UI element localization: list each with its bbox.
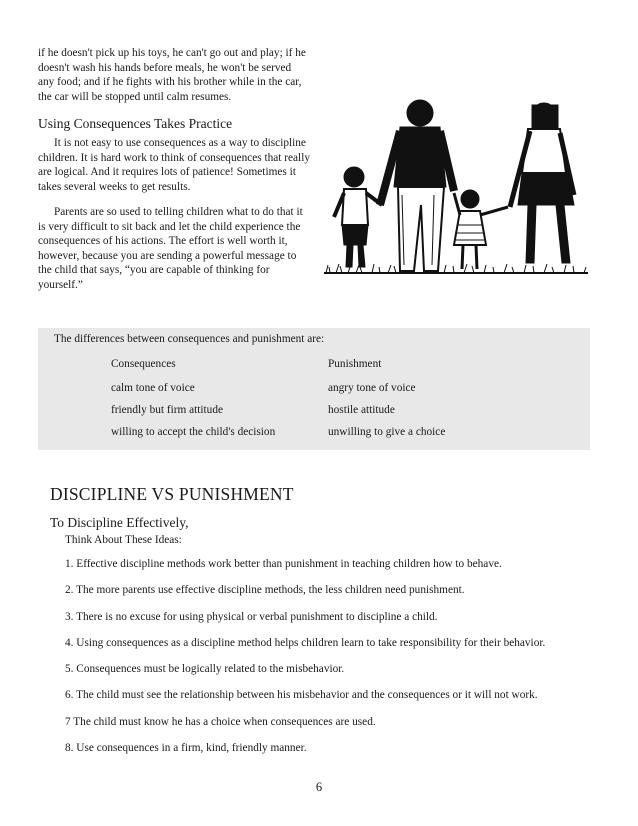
list-item: 4. Using consequences as a discipline method helps children learn to take responsibility for their behavior. (65, 636, 546, 649)
consequence-row-3: willing to accept the child's decision (111, 426, 276, 438)
section-heading-practice: Using Consequences Takes Practice (38, 116, 233, 131)
ideas-list (65, 557, 605, 767)
list-item: 5. Consequences must be logically related to the misbehavior. (65, 663, 345, 676)
subheading-discipline-effectively: To Discipline Effectively, (50, 515, 189, 530)
column-header-consequences: Consequences (111, 358, 176, 370)
list-item: 2. The more parents use effective discipline methods, the less children need punishment. (65, 584, 465, 597)
section-heading-discipline: DISCIPLINE VS PUNISHMENT (50, 484, 294, 504)
list-item: 6. The child must see the relationship between his misbehavior and the consequences or it will not work. (65, 689, 538, 702)
punishment-row-3: unwilling to give a choice (328, 426, 446, 438)
list-item: 7 The child must know he has a choice when consequences are used. (65, 715, 376, 728)
list-item: 8. Use consequences in a firm, kind, friendly manner. (65, 742, 307, 755)
family-walking-illustration (322, 95, 590, 280)
page-number: 6 (315, 780, 323, 794)
practice-paragraph-1: It is not easy to use consequences as a way to discipline children. It is hard work to think of consequences that really are logical. And it requires lots of patience! Sometimes it takes several weeks to get results. (38, 137, 310, 193)
comparison-box (38, 328, 590, 450)
comparison-intro: The differences between consequences and punishment are: (54, 333, 325, 345)
column-header-punishment: Punishment (328, 358, 382, 370)
consequence-row-1: calm tone of voice (111, 382, 195, 394)
think-about-label: Think About These Ideas: (65, 534, 182, 546)
list-item: 3. There is no excuse for using physical or verbal punishment to discipline a child. (65, 610, 438, 623)
list-item: 1. Effective discipline methods work better than punishment in teaching children how to behave. (65, 558, 502, 570)
practice-paragraph-2: Parents are so used to telling children what to do that it is very difficult to sit back and let the child experience the consequences of his actions. The effort is well worth it, however, because you are sending a powerful message to the child that says, “you are capable of thinking for yourself.” (38, 206, 303, 291)
intro-paragraph: if he doesn't pick up his toys, he can't go out and play; if he doesn't wash his hands before meals, he won't be served any food; and if he fights with his brother while in the car, the car will be stopped until calm resumes. (38, 47, 306, 103)
punishment-row-2: hostile attitude (328, 404, 395, 416)
consequence-row-2: friendly but firm attitude (111, 404, 223, 416)
punishment-row-1: angry tone of voice (328, 382, 416, 394)
